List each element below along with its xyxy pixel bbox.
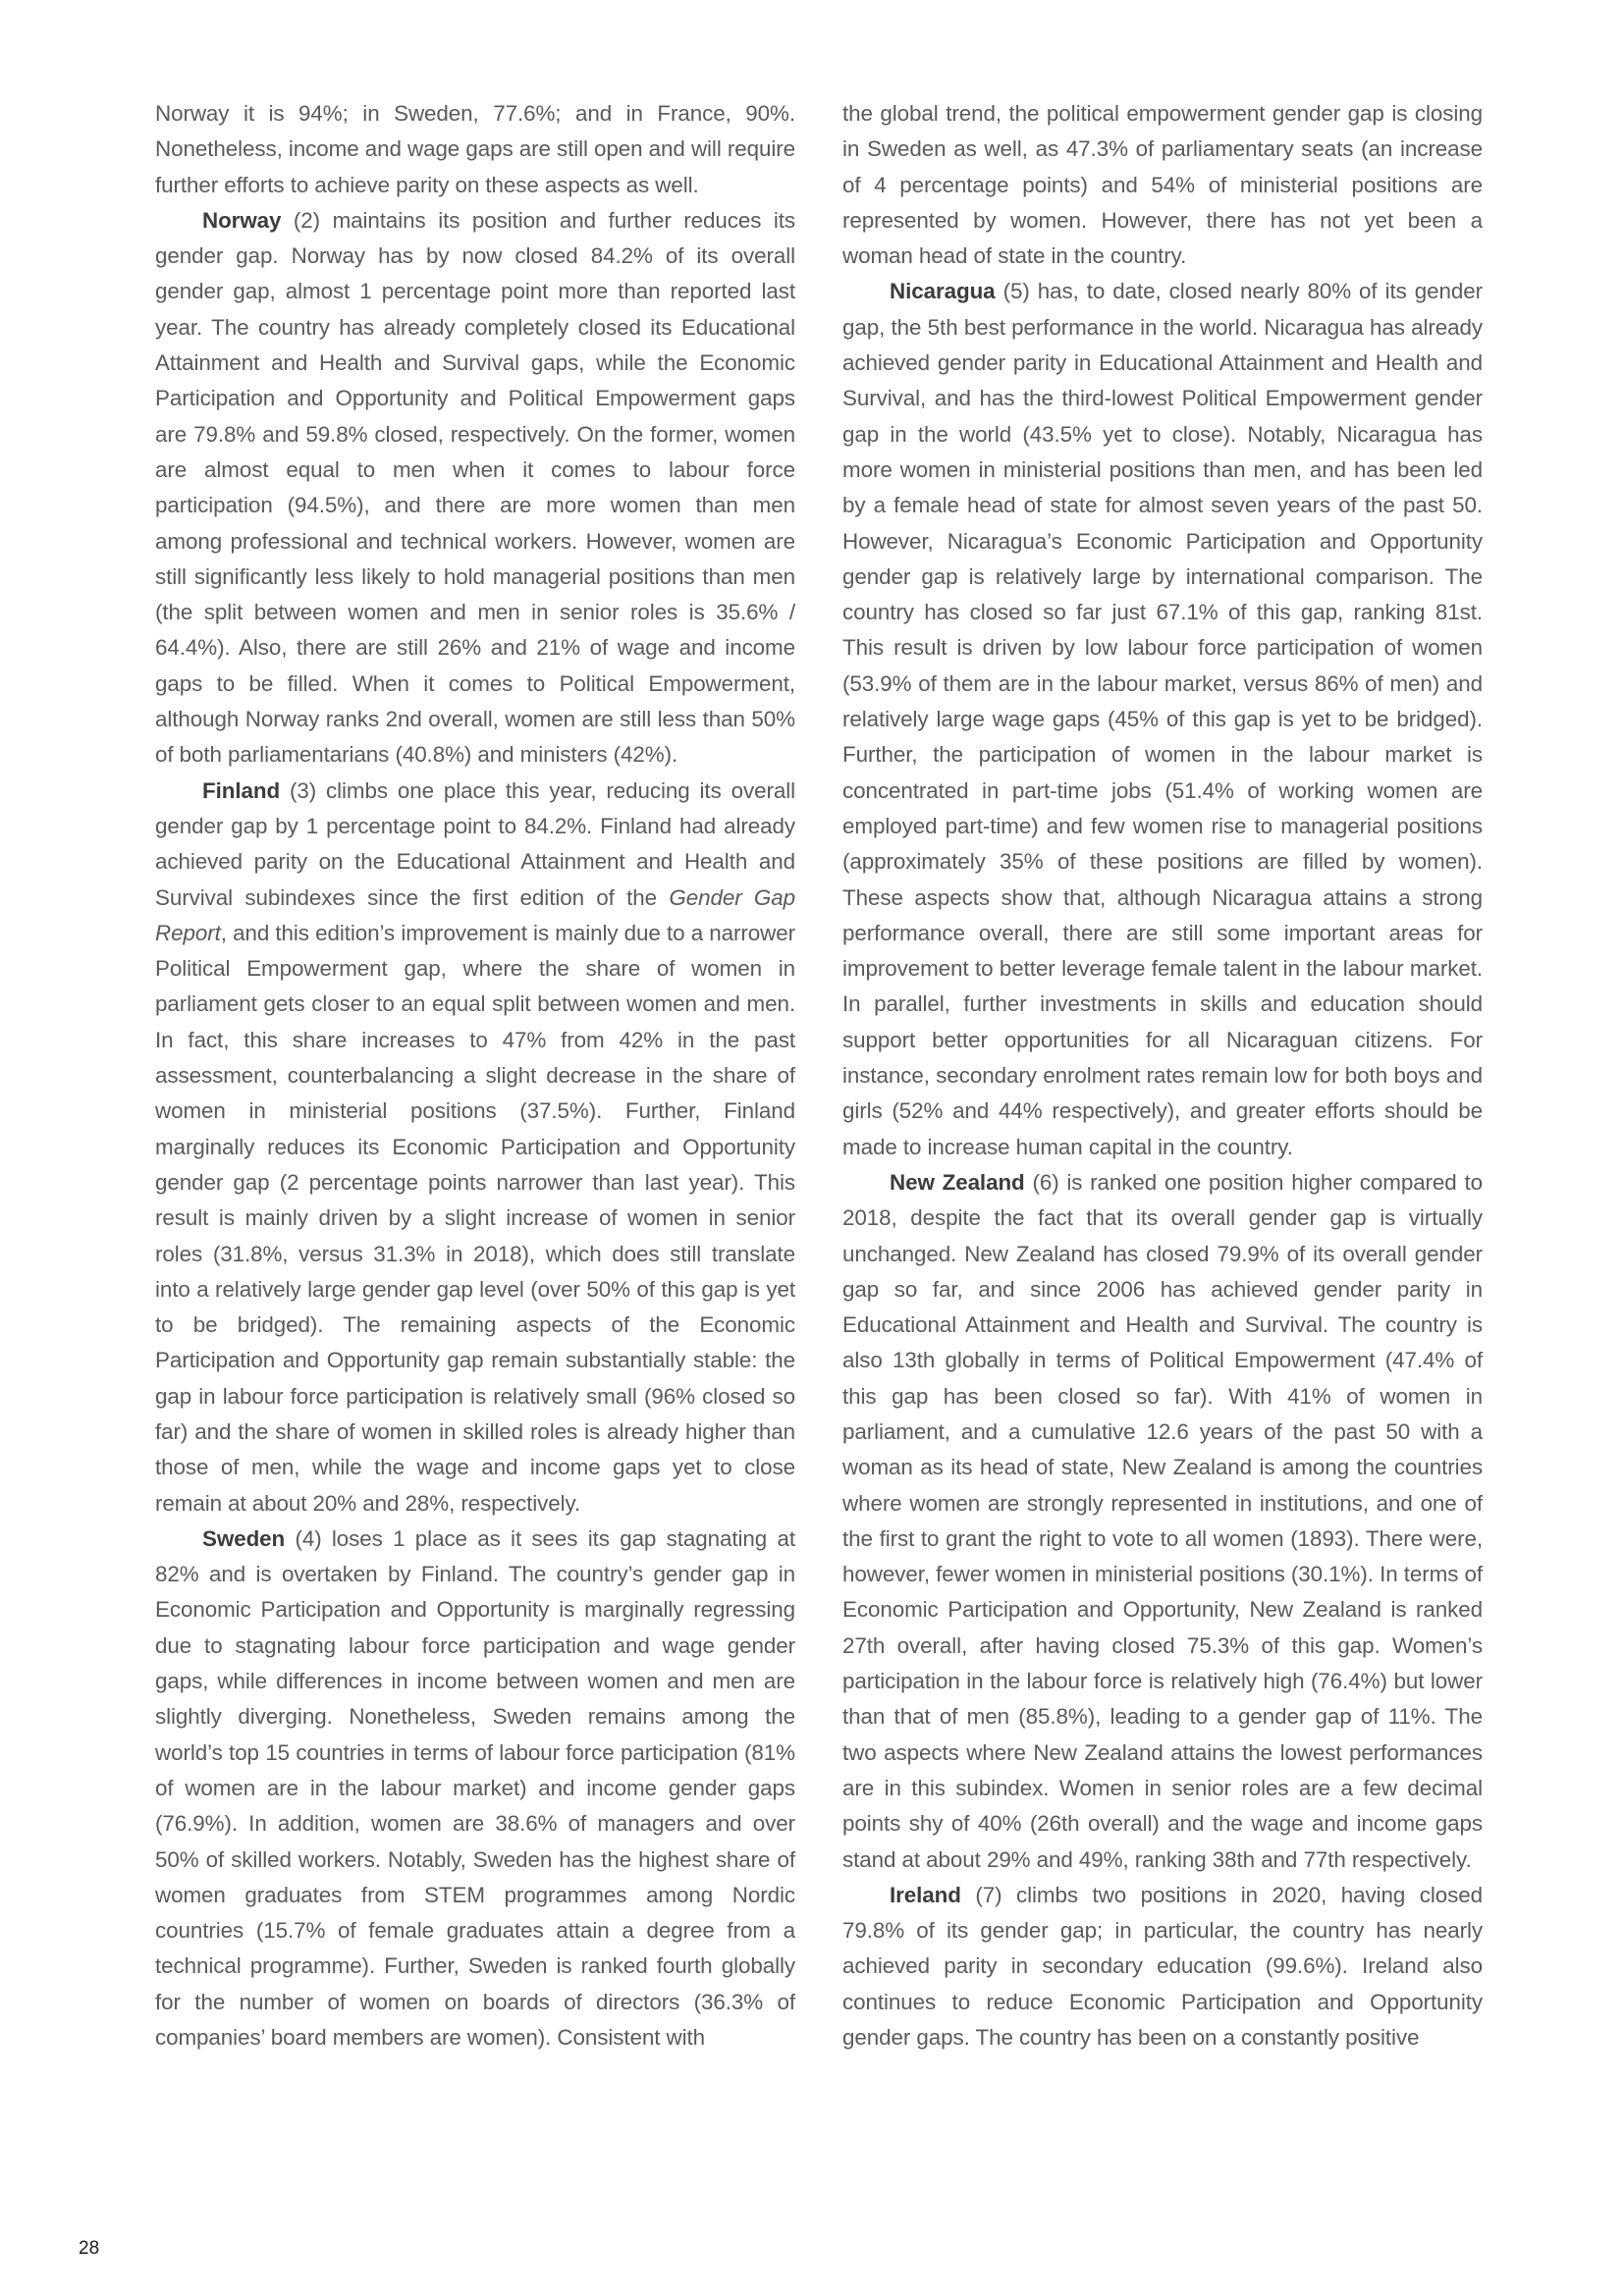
paragraph-text: Norway it is 94%; in Sweden, 77.6%; and in France, 90%. Nonetheless, income and wage gaps are still open and will require further efforts to achieve parity on these aspects as well. xyxy=(155,101,795,197)
paragraph-text: (2) maintains its position and further reduces its gender gap. Norway has by now closed 84.2% of its overall gender gap, almost 1 percentage point more than reported last year. The country has already completely closed its Educational Attainment and Health and Survival gaps, while the Economic Participation and Opportunity and Political Empowerment gaps are 79.8% and 59.8% closed, respectively. On the former, women are almost equal to men when it comes to labour force participation (94.5%), and there are more women than men among professional and technical workers. However, women are still significantly less likely to hold managerial positions than men (the split between women and men in senior roles is 35.6% / 64.4%). Also, there are still 26% and 21% of wage and income gaps to be filled. When it comes to Political Empowerment, although Norway ranks 2nd overall, women are still less than 50% of both parliamentarians (40.8%) and ministers (42%). xyxy=(155,207,795,768)
paragraph-text: , and this edition’s improvement is mainly due to a narrower Political Empowerment gap, where the share of women in parliament gets closer to an equal split between women and men. In fact, this share increases to 47% from 42% in the past assessment, counterbalancing a slight decrease in the share of women in ministerial positions (37.5%). Further, Finland marginally reduces its Economic Participation and Opportunity gender gap (2 percentage points narrower than last year). This result is mainly driven by a slight increase of women in senior roles (31.8%, versus 31.3% in 2018), which does still translate into a relatively large gender gap level (over 50% of this gap is yet to be bridged). The remaining aspects of the Economic Participation and Opportunity gap remain substantially stable: the gap in labour force participation is relatively small (96% closed so far) and the share of women in skilled roles is already higher than those of men, while the wage and income gaps yet to close remain at about 20% and 28%, respectively. xyxy=(155,920,795,1516)
paragraph-sweden xyxy=(155,1522,795,2056)
paragraph-finland xyxy=(155,774,795,1522)
paragraph-text: (3) climbs one place this year, reducing its overall gender gap by 1 percentage point to 84.2%. Finland had already achieved parity on the Educational Attainment and Health and Survival subindexes since the first edition of the xyxy=(155,777,795,910)
report-title-italic: Gender Gap Report xyxy=(155,884,795,945)
paragraph-ireland xyxy=(842,1878,1483,2056)
paragraph-norway xyxy=(155,203,795,774)
right-column xyxy=(842,96,1483,2056)
country-heading-ireland: Ireland xyxy=(890,1882,961,1907)
paragraph-text: (6) is ranked one position higher compared to 2018, despite the fact that its overall gender gap is virtually unchanged. New Zealand has closed 79.9% of its overall gender gap so far, and since 2006 has achieved gender parity in Educational Attainment and Health and Survival. The country is also 13th globally in terms of Political Empowerment (47.4% of this gap has been closed so far). With 41% of women in parliament, and a cumulative 12.6 years of the past 50 with a woman as its head of state, New Zealand is among the countries where women are strongly represented in institutions, and one of the first to grant the right to vote to all women (1893). There were, however, fewer women in ministerial positions (30.1%). In terms of Economic Participation and Opportunity, New Zealand is ranked 27th overall, after having closed 75.3% of this gap. Women’s participation in the labour force is relatively high (76.4%) but lower than that of men (85.8%), leading to a gender gap of 11%. The two aspects where New Zealand attains the lowest performances are in this subindex. Women in senior roles are a few decimal points shy of 40% (26th overall) and the wage and income gaps stand at about 29% and 49%, ranking 38th and 77th respectively. xyxy=(842,1169,1483,1872)
country-heading-norway: Norway xyxy=(202,207,282,233)
paragraph-text: (5) has, to date, closed nearly 80% of its gender gap, the 5th best performance in the world. Nicaragua has already achieved gender parity in Educational Attainment and Health and Survival, and has the third-lowest Political Empowerment gender gap in the world (43.5% yet to close). Notably, Nicaragua has more women in ministerial positions than men, and has been led by a female head of state for almost seven years of the past 50. However, Nicaragua’s Economic Participation and Opportunity gender gap is relatively large by international comparison. The country has closed so far just 67.1% of this gap, ranking 81st. This result is driven by low labour force participation of women (53.9% of them are in the labour market, versus 86% of men) and relatively large wage gaps (45% of this gap is yet to be bridged). Further, the participation of women in the labour market is concentrated in part-time jobs (51.4% of working women are employed part-time) and few women rise to managerial positions (approximately 35% of these positions are filled by women). These aspects show that, although Nicaragua attains a strong performance overall, there are still some important areas for improvement to better leverage female talent in the labour market. In parallel, further investments in skills and education should support better opportunities for all Nicaraguan citizens. For instance, secondary enrolment rates remain low for both boys and girls (52% and 44% respectively), and greater efforts should be made to increase human capital in the country. xyxy=(842,279,1483,1159)
paragraph-text: (7) climbs two positions in 2020, having closed 79.8% of its gender gap; in particular, the country has nearly achieved parity in secondary education (99.6%). Ireland also continues to reduce Economic Participation and Opportunity gender gaps. The country has been on a constantly positive xyxy=(842,1882,1483,2051)
country-heading-finland: Finland xyxy=(202,777,281,803)
country-heading-nicaragua: Nicaragua xyxy=(890,279,996,304)
paragraph-new-zealand xyxy=(842,1165,1483,1878)
paragraph-text: (4) loses 1 place as it sees its gap stagnating at 82% and is overtaken by Finland. The country’s gender gap in Economic Participation and Opportunity is marginally regressing due to stagnating labour force participation and wage gender gaps, while differences in income between women and men are slightly diverging. Nonetheless, Sweden remains among the world’s top 15 countries in terms of labour force participation (81% of women are in the labour market) and income gender gaps (76.9%). In addition, women are 38.6% of managers and over 50% of skilled workers. Notably, Sweden has the highest share of women graduates from STEM programmes among Nordic countries (15.7% of female graduates attain a degree from a technical programme). Further, Sweden is ranked fourth globally for the number of women on boards of directors (36.3% of companies’ board members are women). Consistent with xyxy=(155,1525,795,2051)
paragraph-france-continuation xyxy=(155,96,795,203)
paragraph-sweden-continuation xyxy=(842,96,1483,274)
paragraph-nicaragua xyxy=(842,274,1483,1164)
page-number: 28 xyxy=(79,2238,100,2259)
country-heading-sweden: Sweden xyxy=(202,1525,286,1551)
left-column xyxy=(155,96,795,2056)
country-heading-new-zealand: New Zealand xyxy=(890,1169,1025,1195)
paragraph-text: the global trend, the political empowerment gender gap is closing in Sweden as well, as 47.3% of parliamentary seats (an increase of 4 percentage points) and 54% of ministerial positions are represented by women. However, there has not yet been a woman head of state in the country. xyxy=(842,101,1483,269)
